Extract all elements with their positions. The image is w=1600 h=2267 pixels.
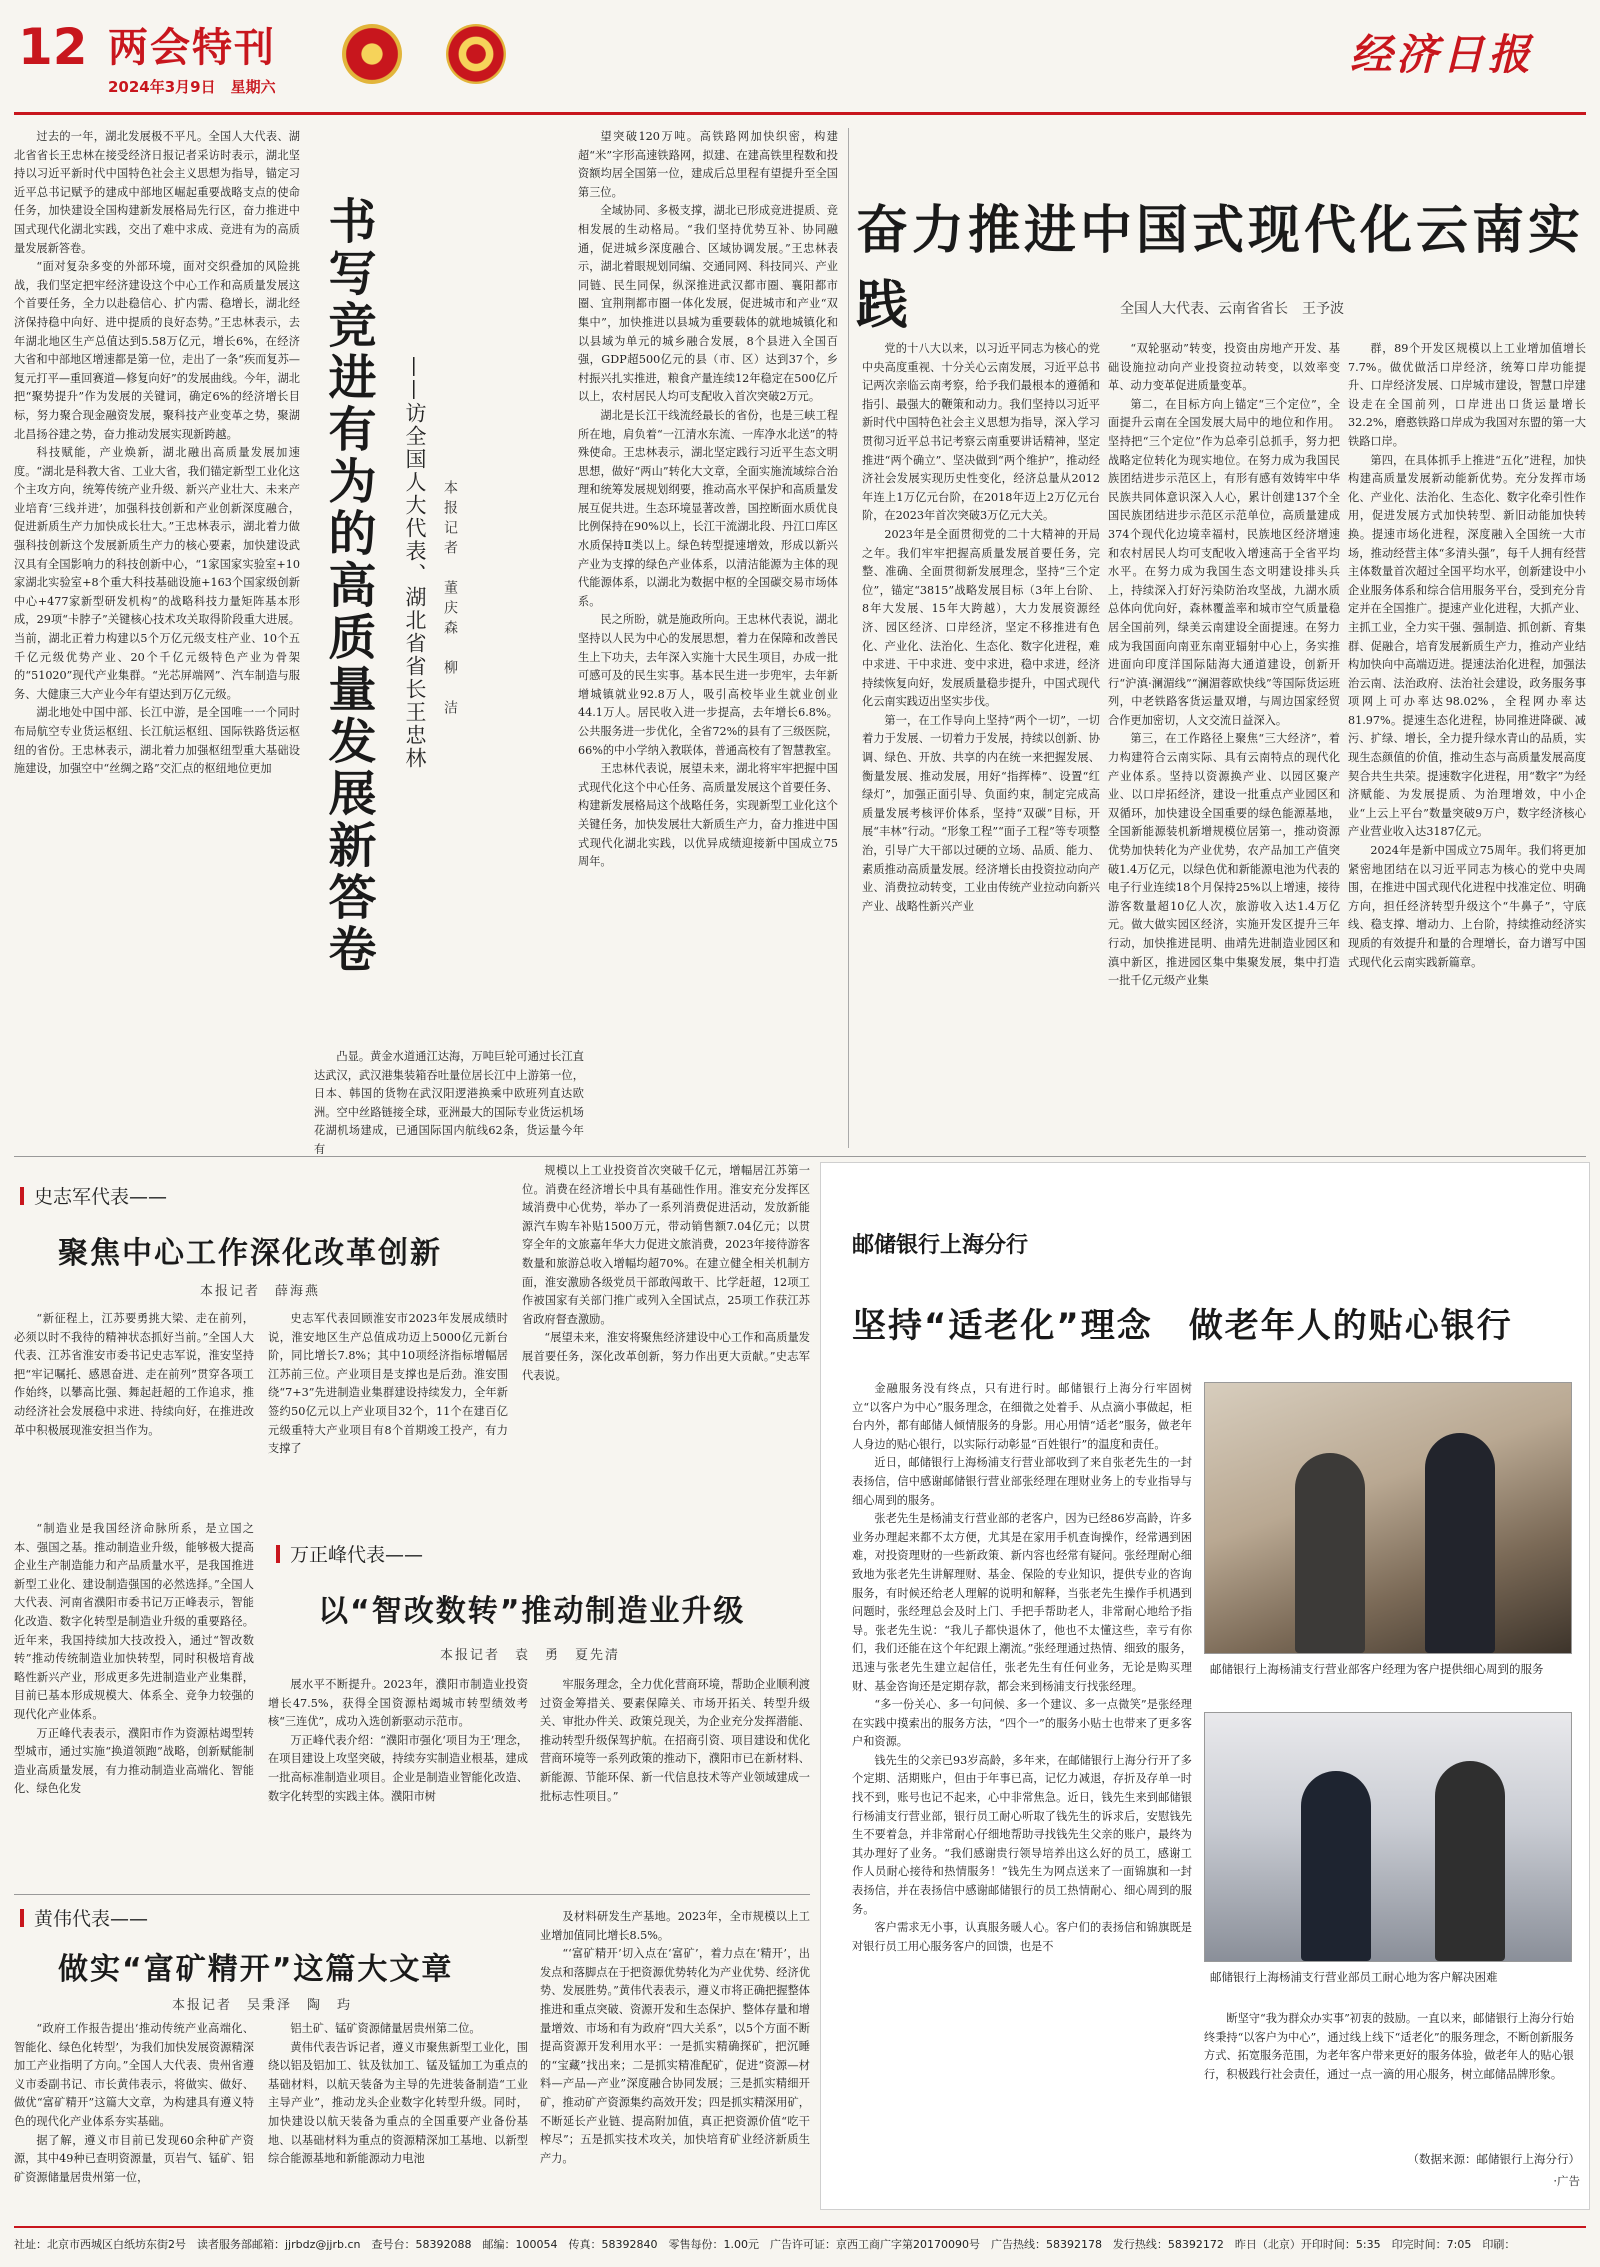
- issue-date: 2024年3月9日 星期六: [108, 78, 276, 96]
- puyang-column-2: [268, 1676, 528, 1890]
- jiangsu-column-1: [14, 1310, 254, 1510]
- tag-label: 史志军代表: [34, 1186, 130, 1208]
- advert-bank-name: 邮储银行上海分行: [852, 1233, 1029, 1258]
- paragraph: 科技赋能，产业焕新，湖北融出高质量发展加速度。“湖北是科教大省、工业大省，我们锚定新型工业化这个主攻方向，统筹传统产业升级、新兴产业壮大、未来产业培育‘三线并进’，加强科技创新和产业创新深度融合，促进新质生产力加快成长壮大。”王忠林表示，湖北着力做强科技创新这个发展新质生产力的核心要素，加快建设武汉具有全国影响力的科技创新中心，“1家国家实验室+10家湖北实验室+8个重大科技基础设施+163个国家级创新中心+477家新型研发机构”的战略科技力量矩阵基本形成，29项“卡脖子”关键核心技术攻关取得阶段重大进展。当前，湖北正着力构建以5个万亿元级支柱产业、10个五千亿元级优势产业、20个千亿元级特色产业为骨架的“51020”现代产业集群。“光芯屏端网”、汽车制造与服务、大健康三大产业今年有望达到万亿元级。: [14, 446, 300, 701]
- jiangsu-headline: 聚焦中心工作深化改革创新: [58, 1236, 442, 1271]
- puyang-headline: 以“智改数转”推动制造业升级: [318, 1594, 746, 1629]
- section-divider: [14, 1894, 810, 1895]
- yunnan-headline: 奋力推进中国式现代化云南实践: [856, 201, 1585, 336]
- paragraph: 规模以上工业投资首次突破千亿元，增幅居江苏第一位。消费在经济增长中具有基础性作用。淮安充分发挥区域消费中心优势，举办了一系列消费促进活动，发放新能源汽车购车补贴1500万元，带动销售额7.04亿元；以贯穿全年的文旅嘉年华大力促进文旅消费，2023年接待游客数量和旅游总收入增幅均超70%。在建立健全相关机制方面，淮安激励各级党员干部敢闯敢干、比学赶超，12项工作被国家有关部门推广或列入全国试点，25项工作获江苏省政府督查激励。: [522, 1164, 810, 1326]
- guizhou-headline: 做实“富矿精开”这篇大文章: [58, 1952, 454, 1987]
- yunnan-column-1: [862, 340, 1100, 1148]
- paragraph: 群，89个开发区规模以上工业增加值增长7.7%。做优做活口岸经济，统筹口岸功能提升、口岸经济发展、口岸城市建设，智慧口岸建设走在全国前列，口岸进出口货运量增长32.2%，磨憨铁路口岸成为我国对东盟的第一大铁路口岸。: [1348, 342, 1586, 448]
- guizhou-column-1: [14, 2020, 254, 2220]
- column-divider: [848, 128, 849, 1148]
- paragraph: 史志军代表回顾淮安市2023年发展成绩时说，淮安地区生产总值成功迈上5000亿元新台阶，同比增长7.8%；其中10项经济指标增幅居江苏前三位。产业项目是支撑也是后劲。淮安围绕“7+3”先进制造业集群建设持续发力，全年新签约50亿元以上产业项目32个，11个在建百亿元级重特大产业项目有8个首期竣工投产，有力支撑了: [268, 1312, 508, 1456]
- newspaper-logo: 经济日报: [1349, 30, 1534, 79]
- advert-source: （数据来源：邮储银行上海分行）: [1407, 2152, 1580, 2166]
- paragraph: 第三，在工作路径上聚焦“三大经济”，着力构建符合云南实际、具有云南特点的现代化产业体系。坚持以资源换产业、以园区聚产业、以口岸拓经济，建设一批重点产业园区和双循环，加快建设全国重要的绿色能源基地，全国新能源装机新增规模位居第一，推动资源优势加快转化为产业优势，农产品加工产值突破1.4万亿元，以绿色优和新能源电池为代表的电子行业连续18个月保持25%以上增速，接待游客数量超10亿人次，旅游收入达1.4万亿元。做大做实园区经济，实施开发区提升三年行动，加快推进昆明、曲靖先进制造业园区和滇中新区，推进园区集中集聚发展，集中打造一批千亿元级产业集: [1108, 732, 1340, 988]
- paragraph: 第四，在具体抓手上推进“五化”进程，加快构建高质量发展新动能新优势。充分发挥市场化、产业化、法治化、生态化、数字化牵引性作用，促进发展方式加快转型、新旧动能加快转换。提速市场化进程，深度融入全国统一大市场，推动经营主体“多清头强”，每千人拥有经营主体数量首次超过全国平均水平，创新建设中小企业服务体系和综合信用服务平台，受到充分肯定并在全国推广。提速产业化进程，大抓产业、主抓工业，全力实干强、强制造、抓创新、育集群、促融合，培育发展新质生产力，推动产业结构加快向中高端迈进。提速法治化进程，加强法治云南、法治政府、法治社会建设，政务服务事项网上可办率达98.02%，全程网办率达81.97%。提速生态化进程，协同推进降碳、减污、扩绿、增长，全力提升绿水青山的品质，实现生态颜值的价值，推动生态与高质量发展高度契合共生共荣。提速数字化进程，用“数字”为经济赋能、为发展提质、为治理增效，中小企业“上云上平台”数量突破9万户，数字经济核心产业营业收入达3187亿元。: [1348, 453, 1586, 839]
- tag-label: 黄伟代表: [34, 1908, 111, 1930]
- advert-column-1: [852, 1380, 1192, 2160]
- paragraph: 万正峰代表表示，濮阳市作为资源枯竭型转型城市，通过实施“换道领跑”战略，创新赋能制造业高质量发展，有力推动制造业高端化、智能化、绿色化发: [14, 1726, 254, 1796]
- advert-photo-2-caption: 邮储银行上海杨浦支行营业部员工耐心地为客户解决困难: [1210, 1970, 1498, 1984]
- section-title: 两会特刊: [108, 25, 276, 71]
- paragraph: 湖北地处中国中部、长江中游，是全国唯一一个同时布局航空专业货运枢纽、长江航运枢纽、国际铁路货运枢纽的省份。王忠林表示，湖北着力加强枢纽型重大基础设施建设，加强空中“丝绸之路”交汇点的枢纽地位更加: [14, 706, 300, 776]
- paragraph: 客户需求无小事，认真服务暖人心。客户们的表扬信和锦旗既是对银行员工用心服务客户的回馈，也是不: [852, 1921, 1192, 1953]
- advert-column-2: [1204, 2010, 1574, 2130]
- jiangsu-tag: 史志军代表——: [20, 1182, 167, 1209]
- person-figure: [1425, 1433, 1495, 1653]
- paragraph: “政府工作报告提出‘推动传统产业高端化、智能化、绿色化转型’，为我们加快发展资源精深加工产业指明了方向。”全国人大代表、贵州省遵义市委副书记、市长黄伟表示，将做实、做好、做优“富矿精开”这篇大文章，为构建具有遵义特色的现代化产业体系夯实基础。: [14, 2022, 254, 2128]
- paragraph: 全域协同、多极支撑，湖北已形成竞进提质、竞相发展的生动格局。“我们坚持优势互补、协同融通，促进城乡深度融合、区域协调发展。”王忠林表示，湖北着眼规划同编、交通同网、科技同兴、产业同链、民生同保，纵深推进武汉都市圈、襄阳都市圈、宜荆荆都市圈一体化发展，促进城市和产业“双集中”，加快推进以县城为重要载体的就地城镇化和以县域为单元的城乡融合发展，8个县进入全国百强，GDP超500亿元的县（市、区）达到37个，乡村振兴扎实推进，粮食产量连续12年稳定在500亿斤以上，农村居民人均可支配收入首次突破2万元。: [578, 204, 838, 404]
- tag-bar: [20, 1909, 24, 1927]
- paragraph: 张老先生是杨浦支行营业部的老客户，因为已经86岁高龄，许多业务办理起来都不太方便，尤其是在家用手机查询操作，经常遇到困难，对投资理财的一些新政策、新内容也经常有疑问。张经理耐心细致地为张老先生讲解理财、基金、保险的专业知识，提供专业的咨询服务，有时候还给老人理解的说明和解释，当张老先生操作手机遇到问题时，张经理总会及时上门、手把手帮助老人，非常耐心地给予指导。张老先生说：“我儿子都快退休了，他也不太懂这些，幸亏有你们，我们还能在这个年纪跟上潮流。”张经理通过热情、细致的服务，迅速与张老先生建立起信任，张老先生有任何业务，无论是购买理财、基金咨询还是定期存款，都会来到杨浦支行找张经理。: [852, 1512, 1192, 1693]
- paragraph: “制造业是我国经济命脉所系，是立国之本、强国之基。推动制造业升级，能够极大提高企业生产制造能力和产品质量水平，是我国推进新型工业化、建设制造强国的必然选择。”全国人大代表、河南省濮阳市委书记万正峰表示，智能化改造、数字化转型是制造业升级的重要路径。近年来，我国持续加大技改投入，通过“智改数转”推动传统制造业加快转型，同时积极培育战略性新兴产业，形成更多先进制造业产业集群，目前已基本形成规模大、体系全、竞争力较强的现代化产业体系。: [14, 1522, 254, 1721]
- advert-headline: 坚持“适老化”理念 做老年人的贴心银行: [852, 1306, 1513, 1346]
- paragraph: 及材料研发生产基地。2023年，全市规模以上工业增加值同比增长8.5%。: [540, 1910, 810, 1942]
- paragraph: 金融服务没有终点，只有进行时。邮储银行上海分行牢固树立“以客户为中心”服务理念，在细微之处着手、从点滴小事做起，柜台内外，都有邮储人倾情服务的身影。用心用情“适老”服务，做老年人身边的贴心银行，以实际行动彰显“百姓银行”的温度和责任。: [852, 1382, 1192, 1451]
- tag-label: 万正峰代表: [290, 1544, 386, 1566]
- jiangsu-column-2: [268, 1310, 508, 1510]
- paragraph: “展望未来，淮安将聚焦经济建设中心工作和高质量发展首要任务，深化改革创新，努力作出更大贡献。”史志军代表说。: [522, 1331, 810, 1382]
- cppcc-emblem-icon: [446, 24, 506, 84]
- paragraph: 万正峰代表介绍：“濮阳市强化‘项目为王’理念，在项目建设上攻坚突破，持续夯实制造业根基，建成一批高标准制造业项目。企业是制造业智能化改造、数字化转型的实践主体。濮阳市树: [268, 1733, 528, 1803]
- person-figure: [1435, 1761, 1505, 1961]
- footer-info: 社址：北京市西城区白纸坊东街2号 读者服务部邮箱：jjrbdz@jjrb.cn 查号台：58392088 邮编：100054 传真：58392840 零售每份：1.00元 广告许可证：京西工商广字第20170090号 广告热线：58392178 发行热线：58392172 昨日（北京）开印时间：5:35 印完时间：7:05 印刷：: [14, 2238, 1516, 2251]
- tag-bar: [276, 1545, 280, 1563]
- paragraph: 牢服务理念，全力优化营商环境，帮助企业顺利渡过资金筹措关、要素保障关、市场开拓关、转型升级关、审批办件关、政策兑现关，为企业充分发挥潜能、推动转型升级保驾护航。在招商引资、项目建设和优化营商环境等一系列政策的推动下，濮阳市已在新材料、新能源、节能环保、新一代信息技术等产业领域建成一批标志性项目。”: [540, 1678, 810, 1803]
- paragraph: 第一，在工作导向上坚持“两个一切”，一切着力于发展、一切着力于发展，持续以创新、协调、绿色、开放、共享的内在统一来把握发展、衡量发展、推动发展，用好“指挥棒”、设置“红绿灯”，加强正面引导、负面约束，制定完成高质量发展考核评价体系，坚持“双碳”目标，开展“丰林”行动。“形象工程”“面子工程”等专项整治，引导广大干部以过硬的立场、品质、能力、素质推动高质量发展。经济增长由投资拉动向产业、消费拉动转变，工业由传统产业拉动向新兴产业、战略性新兴产业: [862, 713, 1100, 913]
- advert-label: ·广告: [1553, 2174, 1580, 2188]
- paragraph: 第二，在目标方向上锚定“三个定位”，全面提升云南在全国发展大局中的地位和作用。坚持把“三个定位”作为总牵引总抓手，努力把战略定位转化为现实地位。在努力成为我国民族团结进步示范区上，有形有感有效铸牢中华民族共同体意识深入人心，累计创建137个全国民族团结进步示范区示范单位，高质量建成374个现代化边境幸福村，民族地区经济增速和农村居民人均可支配收入增速高于全省平均水平。在努力成为我国生态文明建设排头兵上，持续深入打好污染防治攻坚战，九湖水质总体向优向好，森林覆盖率和城市空气质量稳居全国前列，绿美云南建设全面提速。在努力成为我国面向南亚东南亚辐射中心上，务实推进面向印度洋国际陆海大通道建设，创新开行“沪滇·澜湄线”“澜湄蓉欧快线”等国际货运班列，中老铁路客货运量双增，与周边国家经贸合作更加密切，人文交流日益深入。: [1108, 397, 1340, 727]
- paragraph: 黄伟代表告诉记者，遵义市聚焦新型工业化，围绕以铝及铝加工、钛及钛加工、锰及锰加工为重点的基础材料，以航天装备为主导的先进装备制造“工业主导产业”，推动龙头企业数字化转型升级。同时，加快建设以航天装备为重点的全国重要产业备份基地、以基础材料为重点的资源精深加工基地、以新型综合能源基地和新能源动力电池: [268, 2040, 528, 2166]
- person-figure: [1295, 1453, 1365, 1653]
- paragraph: 钱先生的父亲已93岁高龄，多年来，在邮储银行上海分行开了多个定期、活期账户，但由于年事已高，记忆力减退，存折及存单一时找不到，账号也记不起来，心中非常焦急。近日，钱先生来到邮储银行杨浦支行营业部，银行员工耐心听取了钱先生的诉求后，安慰钱先生不要着急，并非常耐心仔细地帮助寻找钱先生父亲的账户，最终为其办理好了业务。“我们感谢贵行领导培养出这么好的员工，感谢工作人员耐心接待和热情服务！”钱先生为网点送来了一面锦旗和一封表扬信，并在表扬信中感谢邮储银行的员工热情耐心、细心周到的服务。: [852, 1753, 1192, 1916]
- paragraph: 据了解，遵义市目前已发现60余种矿产资源，其中49种已查明资源量，页岩气、锰矿、铝矿资源储量居贵州第一位，: [14, 2133, 254, 2184]
- paragraph: 2024年是新中国成立75周年。我们将更加紧密地团结在以习近平同志为核心的党中央周围，在推进中国式现代化进程中找准定位、明确方向，担任经济转型升级这个“牛鼻子”，守底线、稳支撑、增动力、上台阶，持续推动经济实现质的有效提升和量的合理增长，奋力谱写中国式现代化云南实践新篇章。: [1348, 844, 1586, 969]
- hubei-column-3: [578, 128, 838, 1153]
- paragraph: 民之所盼，就是施政所向。王忠林代表说，湖北坚持以人民为中心的发展思想，着力在保障和改善民生上下功夫，去年深入实施十大民生项目，办成一批可感可及的民生实事。基本民生进一步兜牢，去年新增城镇就业92.8万人，吸引高校毕业生就业创业44.1万人。居民收入进一步提高，去年增长6.8%。公共服务进一步优化，全省72%的县有了三级医院，66%的中小学纳入教联体，普通高校有了智慧教室。: [578, 613, 838, 757]
- paragraph: 王忠林代表说，展望未来，湖北将牢牢把握中国式现代化这个中心任务、高质量发展这个首要任务、构建新发展格局这个战略任务，实现新型工业化这个关键任务，加快发展壮大新质生产力，奋力推进中国式现代化湖北实践，以优异成绩迎接新中国成立75周年。: [578, 762, 838, 869]
- advert-photo-2: [1204, 1712, 1572, 1962]
- guizhou-tag: 黄伟代表——: [20, 1904, 148, 1931]
- yunnan-author: 全国人大代表、云南省省长 王予波: [1120, 301, 1344, 317]
- person-figure: [1301, 1771, 1371, 1961]
- puyang-column-1: [14, 1520, 254, 1890]
- tag-bar: [20, 1187, 24, 1205]
- puyang-tag: 万正峰代表——: [276, 1540, 423, 1567]
- paragraph: 断坚守“我为群众办实事”初衷的鼓励。一直以来，邮储银行上海分行始终秉持“以客户为中心”，通过线上线下“适老化”的服务理念，不断创新服务方式、拓宽服务范围，为老年客户带来更好的服务体验，做老年人的贴心银行，积极践行社会责任，通过一点一滴的用心服务，树立邮储品牌形象。: [1204, 2012, 1574, 2081]
- yunnan-column-3: [1348, 340, 1586, 1148]
- jiangsu-byline: 本报记者 薛海燕: [200, 1284, 321, 1299]
- paragraph: 过去的一年，湖北发展极不平凡。全国人大代表、湖北省省长王忠林在接受经济日报记者采访时表示，湖北坚持以习近平新时代中国特色社会主义思想为指导，锚定习近平总书记赋予的建成中部地区崛起重要战略支点的使命任务，加快建设全国构建新发展格局先行区，奋力推进中国式现代化湖北实践，交出了难中求成、竞进有为的高质量发展新答卷。: [14, 130, 300, 255]
- masthead-rule: [14, 112, 1586, 115]
- hubei-column-1: [14, 128, 300, 1153]
- paragraph: “‘富矿精开’切入点在‘富矿’，着力点在‘精开’，出发点和落脚点在于把资源优势转化为产业优势、经济优势、发展胜势。”黄伟代表表示，遵义市将正确把握整体推进和重点突破、资源开发和生态保护、整体存量和增量增效、市场和有为政府“四大关系”，以5个方面不断提高资源开发利用水平：一是抓实精确探矿，把沉睡的“宝藏”找出来；二是抓实精准配矿，促进“资源—材料—产品—产业”深度融合协同发展；三是抓实精细开矿，推动矿产资源集约高效开发；四是抓实精深用矿，不断延长产业链、提高附加值，真正把资源价值“吃干榨尽”；五是抓实技术攻关，加快培育矿业经济新质生产力。: [540, 1947, 810, 2165]
- paragraph: 2023年是全面贯彻党的二十大精神的开局之年。我们牢牢把握高质量发展首要任务，完整、准确、全面贯彻新发展理念，坚持“三个定位”，锚定“3815”战略发展目标（3年上台阶、8年大发展、15年大跨越），大力发展资源经济、园区经济、口岸经济，坚定不移推进有色化、产业化、法治化、生态化、数字化进程，难中求进、干中求进、变中求进，稳中求进，经济持续恢复向好，发展质量稳步提升，中国式现代化云南实践迈出坚实步伐。: [862, 527, 1100, 709]
- hubei-headline: 书写竞进有为的高质量发展新答卷: [320, 196, 376, 976]
- advert-photo-1-caption: 邮储银行上海杨浦支行营业部客户经理为客户提供细心周到的服务: [1210, 1662, 1544, 1676]
- guizhou-byline: 本报记者 吴秉泽 陶 玙: [172, 1998, 353, 2013]
- hubei-column-2: [314, 1048, 584, 1156]
- yunnan-column-2: [1108, 340, 1340, 1148]
- hubei-subtitle: ——访全国人大代表、湖北省省长王忠林: [403, 356, 427, 770]
- paragraph: “新征程上，江苏要勇挑大梁、走在前列，必须以时不我待的精神状态抓好当前。”全国人大代表、江苏省淮安市委书记史志军说，淮安坚持把“牢记嘱托、感恩奋进、走在前列”贯穿各项工作始终，以攀高比强、舞起赶超的工作追求，推动经济社会发展稳中求进、持续向好，在推进改革中积极展现淮安担当作为。: [14, 1312, 254, 1437]
- puyang-byline: 本报记者 袁 勇 夏先清: [440, 1648, 621, 1663]
- guizhou-column-3: [540, 1908, 810, 2220]
- jiangsu-column-3: [522, 1162, 810, 1506]
- section-divider: [14, 1156, 1586, 1157]
- national-emblem-icon: [342, 24, 402, 84]
- footer-rule: [14, 2226, 1586, 2228]
- paragraph: “多一份关心、多一句问候、多一个建议、多一点微笑”是张经理在实践中摸索出的服务方法，“四个一”的服务小贴士也带来了更多客户和资源。: [852, 1698, 1192, 1749]
- page-number: 12: [18, 18, 88, 76]
- paragraph: 凸显。黄金水道通江达海，万吨巨轮可通过长江直达武汉，武汉港集装箱吞吐量位居长江中上游第一位，日本、韩国的货物在武汉阳逻港换乘中欧班列直达欧洲。空中丝路链接全球，亚洲最大的国际专业货运机场花湖机场建成，已通国际国内航线62条，货运量今年有: [314, 1050, 584, 1156]
- paragraph: “面对复杂多变的外部环境，面对交织叠加的风险挑战，我们坚定把牢经济建设这个中心工作和高质量发展这个首要任务，全力以赴稳信心、扩内需、稳增长，湖北经济保持稳中向好、进中提质的良好态势。”王忠林表示，去年湖北地区生产总值达到5.58万亿元，增长6%，在经济大省和中部地区增速都是第一位，走出了一条“疾而复苏—复元打平—重回赛道—修复向好”的发展曲线。今年，湖北把“聚势提升”作为发展的关键词，确定6%的经济增长目标，努力聚合现金融资发展，聚科技产业变革之势，聚湖北昌扬谷建之势，奋力推动发展实现新跨越。: [14, 260, 300, 441]
- puyang-column-3: [540, 1676, 810, 1890]
- guizhou-column-2: [268, 2020, 528, 2220]
- paragraph: 湖北是长江干线流经最长的省份，也是三峡工程所在地，肩负着“一江清水东流、一库净水北送”的特殊使命。王忠林表示，湖北坚定践行习近平生态文明思想，做好“两山”转化大文章，全面实施流域综合治理和统筹发展规划纲要，推动高水平保护和高质量发展互促共进。生态环境显著改善，国控断面水质优良比例保持在90%以上，长江干流湖北段、丹江口库区水质保持Ⅱ类以上。绿色转型提速增效，形成以新兴产业为支撑的绿色产业体系，以清洁能源为主体的现代能源体系，以湖北为数据中枢的全国碳交易市场体系。: [578, 408, 838, 608]
- paragraph: 展水平不断提升。2023年，濮阳市制造业投资增长47.5%，获得全国资源枯竭城市转型绩效考核“三连优”，成功入选创新驱动示范市。: [268, 1678, 528, 1729]
- paragraph: “双轮驱动”转变，投资由房地产开发、基础设施拉动向产业投资拉动转变，以效率变革、动力变革促进质量变革。: [1108, 342, 1340, 393]
- paragraph: 近日，邮储银行上海杨浦支行营业部收到了来自张老先生的一封表扬信，信中感谢邮储银行营业部张经理在理财业务上的专业指导与细心周到的服务。: [852, 1456, 1192, 1507]
- paragraph: 望突破120万吨。高铁路网加快织密，构建超“米”字形高速铁路网，拟建、在建高铁里程数和投资额均居全国第一位，建成后总里程有望提升至全国第三位。: [578, 130, 838, 199]
- paragraph: 铝土矿、锰矿资源储量居贵州第二位。: [290, 2022, 481, 2035]
- advert-photo-1: [1204, 1382, 1572, 1654]
- hubei-byline: 本报记者 董庆森 柳 洁: [442, 480, 458, 720]
- paragraph: 党的十八大以来，以习近平同志为核心的党中央高度重视、十分关心云南发展，习近平总书记两次亲临云南考察，给予我们最根本的遵循和指引、最强大的鞭策和动力。我们坚持以习近平新时代中国特色社会主义思想为指导，深入学习贯彻习近平总书记考察云南重要讲话精神，坚定推进“两个确立”、坚决做到“两个维护”，推动经济社会发展实现历史性变化，经济总量从2012年连上1万亿元台阶，在2018年迈上2万亿元台阶，在2023年首次突破3万亿元大关。: [862, 342, 1100, 523]
